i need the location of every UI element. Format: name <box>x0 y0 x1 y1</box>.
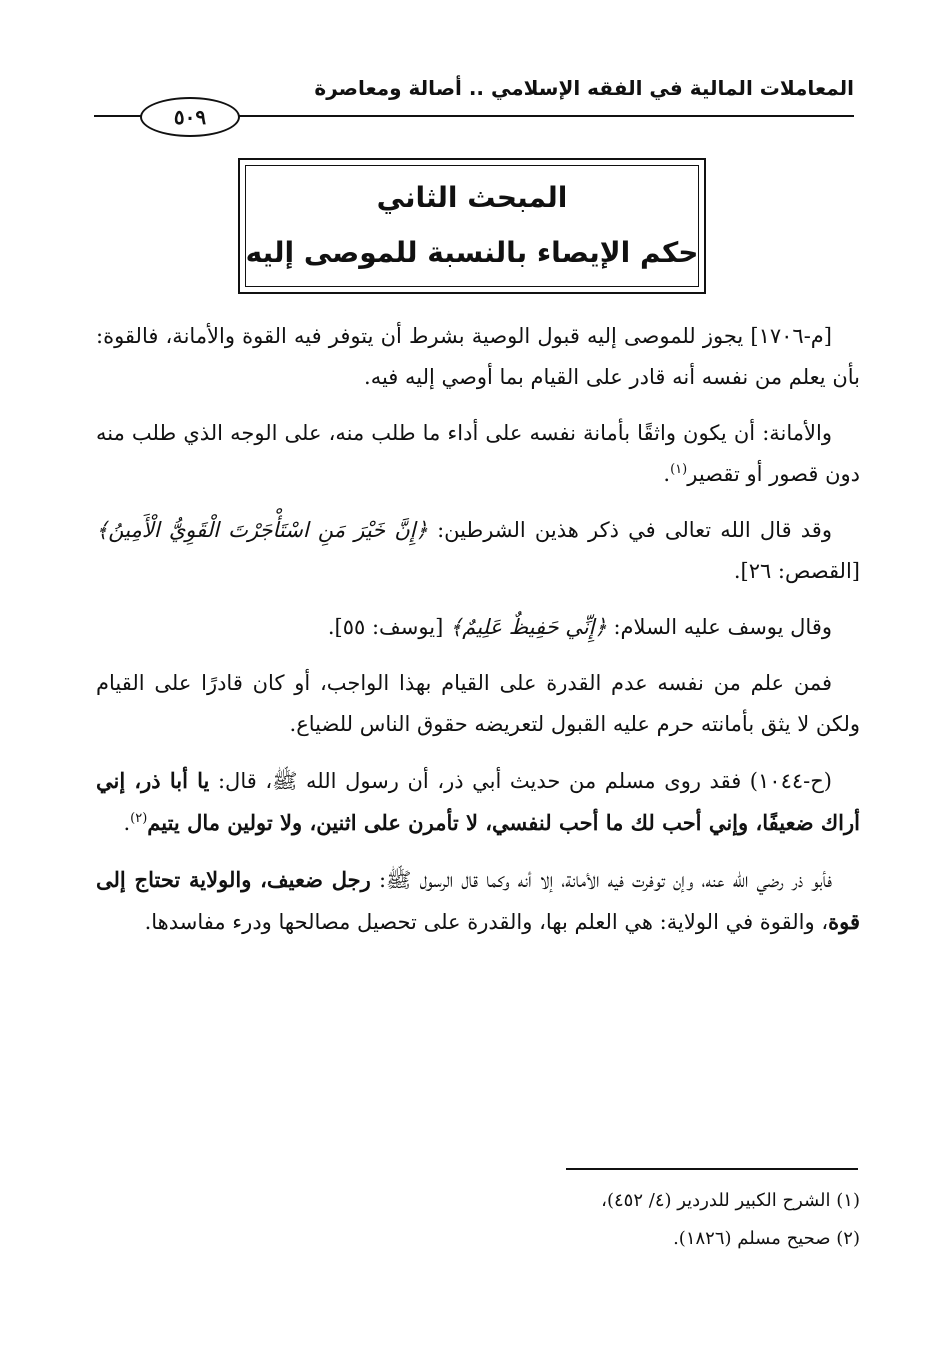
verse-citation-qasas: [القصص: ٢٦]. <box>733 559 860 583</box>
quran-verse-yusuf: ﴿إِنِّي حَفِيظٌ عَلِيمٌ﴾ <box>449 615 607 639</box>
footnote-ref-1: (١) <box>670 462 688 477</box>
section-subheading: حكم الإيصاء بالنسبة للموصى إليه <box>245 236 699 269</box>
section-title-box <box>238 158 706 294</box>
paragraph-7-lead: فأبو ذر رضي الله عنه، وإن توفرت فيه الأمانة، إلا أنه وكما قال الرسول ﷺ: <box>370 868 832 892</box>
paragraph-2 <box>96 413 860 495</box>
paragraph-4 <box>96 607 860 648</box>
quran-verse-qasas: ﴿إِنَّ خَيْرَ مَنِ اسْتَأْجَرْتَ الْقَوِيُّ الْأَمِينُ﴾ <box>96 518 428 542</box>
paragraph-6-end: . <box>123 811 131 835</box>
footnotes <box>96 1182 860 1258</box>
paragraph-6-lead: (ح-١٠٤٤) فقد روى مسلم من حديث أبي ذر، أن رسول الله ﷺ، قال: <box>209 769 832 793</box>
paragraph-3-lead: وقد قال الله تعالى في ذكر هذين الشرطين: <box>427 518 832 542</box>
footnote-ref-2: (٢) <box>130 811 148 826</box>
paragraph-5: فمن علم من نفسه عدم القدرة على القيام بهذا الواجب، أو كان قادرًا على القيام ولكن لا يثق بأمانته حرم عليه القبول لتعريضه حقوق الناس للضياع. <box>96 671 860 736</box>
paragraph-7 <box>96 859 860 943</box>
paragraph-7-bold: رجل ضعيف، والولاية تحتاج إلى قوة <box>96 867 860 934</box>
paragraph-4-lead: وقال يوسف عليه السلام: <box>606 615 832 639</box>
section-heading: المبحث الثاني <box>376 181 568 214</box>
footnote-rule <box>566 1168 858 1170</box>
paragraph-3 <box>96 510 860 592</box>
paragraph-2-end: . <box>663 462 671 486</box>
verse-citation-yusuf: [يوسف: ٥٥]. <box>327 615 450 639</box>
footnote-1: (١) الشرح الكبير للدردير (٤/ ٤٥٢)، <box>601 1190 860 1211</box>
running-title: المعاملات المالية في الفقه الإسلامي .. أصالة ومعاصرة <box>314 76 854 100</box>
footnote-2: (٢) صحيح مسلم (١٨٢٦). <box>673 1228 860 1249</box>
paragraph-7-rest: ، والقوة في الولاية: هي العلم بها، والقدرة على تحصيل مصالحها ودرء مفاسدها. <box>144 910 829 934</box>
paragraph-1: [م-١٧٠٦] يجوز للموصى إليه قبول الوصية بشرط أن يتوفر فيه القوة والأمانة، فالقوة: بأن يعلم من نفسه أنه قادر على القيام بما أوصي إليه فيه. <box>96 324 860 389</box>
paragraph-6 <box>96 760 860 844</box>
paragraph-2-text: والأمانة: أن يكون واثقًا بأمانة نفسه على أداء ما طلب منه، على الوجه الذي طلب منه دون قصور أو تقصير <box>96 421 860 486</box>
body-text <box>96 316 860 958</box>
hadith-text: يا أبا ذر، إني أراك ضعيفًا، وإني أحب لك ما أحب لنفسي، لا تأمرن على اثنين، ولا تولين مال يتيم <box>96 768 860 835</box>
page-number: ٥٠٩ <box>140 97 240 137</box>
